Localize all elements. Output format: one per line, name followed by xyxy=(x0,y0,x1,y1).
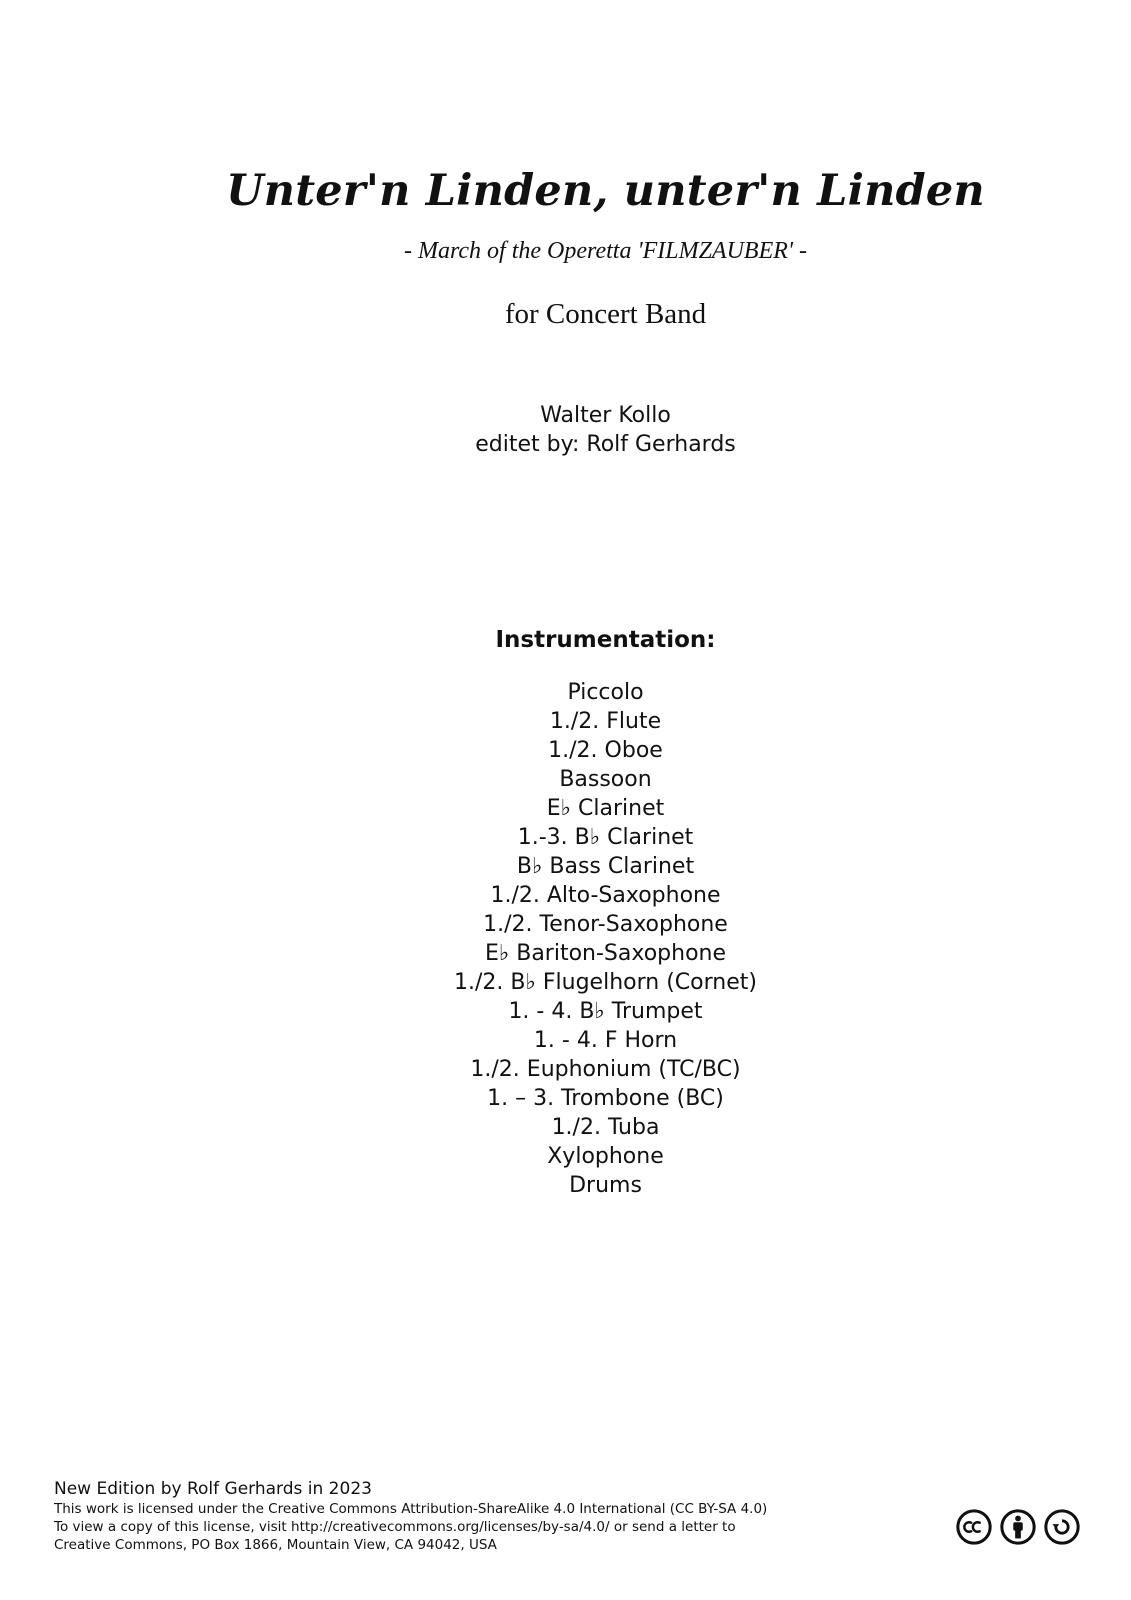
score-subtitle: - March of the Operetta 'FILMZAUBER' - xyxy=(403,238,808,264)
instrument-item: 1./2. Alto-Saxophone xyxy=(490,883,721,908)
instrument-item: 1./2. Euphonium (TC/BC) xyxy=(470,1057,741,1082)
instrument-item: 1./2. Flute xyxy=(549,709,662,734)
instrument-item: B♭ Bass Clarinet xyxy=(516,854,695,879)
instrument-item: E♭ Bariton-Saxophone xyxy=(484,941,727,966)
instrumentation-list xyxy=(40,678,1131,1200)
instrument-item: Piccolo xyxy=(567,680,644,705)
ensemble-label: for Concert Band xyxy=(504,298,707,330)
instrument-item: 1./2. B♭ Flugelhorn (Cornet) xyxy=(454,970,757,995)
instrumentation-heading: Instrumentation: xyxy=(495,627,716,653)
license-line: Creative Commons, PO Box 1866, Mountain View, CA 94042, USA xyxy=(54,1537,497,1553)
cc-icon xyxy=(955,1508,993,1546)
instrument-item: 1. - 4. B♭ Trumpet xyxy=(508,999,703,1024)
sa-icon xyxy=(1043,1508,1081,1546)
by-icon xyxy=(999,1508,1037,1546)
instrument-item: Xylophone xyxy=(547,1144,664,1169)
license-line: This work is licensed under the Creative Commons Attribution-ShareAlike 4.0 International (CC BY-SA 4.0) xyxy=(54,1501,768,1517)
instrument-item: E♭ Clarinet xyxy=(546,796,665,821)
editor-credit: editet by: Rolf Gerhards xyxy=(475,432,736,457)
instrument-item: Bassoon xyxy=(559,767,652,792)
instrument-item: 1./2. Tenor-Saxophone xyxy=(483,912,728,937)
instrument-item: 1. - 4. F Horn xyxy=(533,1028,678,1053)
license-line: To view a copy of this license, visit http://creativecommons.org/licenses/by-sa/4.0/ or send a letter to xyxy=(54,1519,736,1535)
cc-license-badges xyxy=(955,1508,1081,1546)
instrument-item: 1. – 3. Trombone (BC) xyxy=(487,1086,724,1111)
instrument-item: 1./2. Tuba xyxy=(551,1115,660,1140)
score-title: Unter'n Linden, unter'n Linden xyxy=(226,166,985,216)
instrument-item: 1.-3. B♭ Clarinet xyxy=(517,825,694,850)
credits xyxy=(40,401,1131,459)
edition-note: New Edition by Rolf Gerhards in 2023 xyxy=(54,1479,372,1499)
instrument-item: Drums xyxy=(569,1173,642,1198)
composer-name: Walter Kollo xyxy=(540,403,671,428)
footer xyxy=(54,1478,767,1554)
instrument-item: 1./2. Oboe xyxy=(548,738,663,763)
